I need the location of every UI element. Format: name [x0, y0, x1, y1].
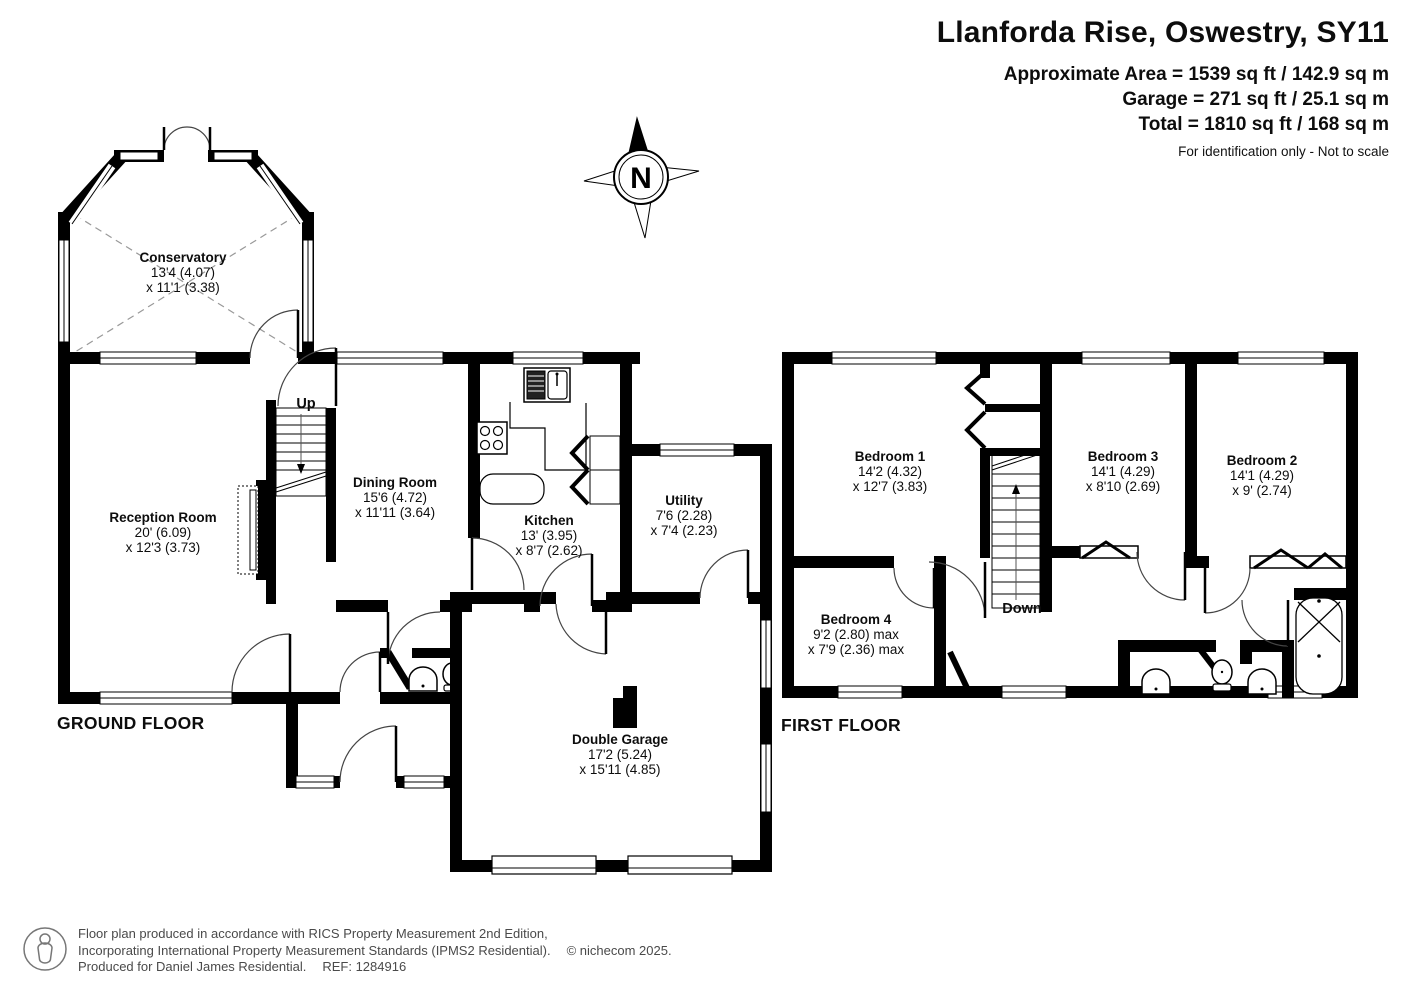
garage-door — [628, 856, 732, 874]
ground-door-arcs — [232, 310, 748, 782]
airing-cupboard-door — [950, 652, 968, 690]
footer-line-3: Produced for Daniel James Residential. REF: 1284916 — [78, 959, 407, 974]
room-label-bedroom3: Bedroom 3 14'1 (4.29) x 8'10 (2.69) — [1085, 449, 1161, 494]
cupboard-doors — [967, 372, 985, 448]
first-door-arcs — [894, 552, 1288, 646]
stairs-up — [266, 400, 336, 604]
footer-line-1: Floor plan produced in accordance with RICS Property Measurement 2nd Edition, — [78, 926, 548, 941]
total-area: Total = 1810 sq ft / 168 sq m — [1138, 114, 1389, 135]
compass-n-letter: N — [630, 162, 652, 195]
room-label-bedroom1: Bedroom 1 14'2 (4.32) x 12'7 (3.83) — [852, 449, 928, 494]
room-label-conservatory: Conservatory 13'4 (4.07) x 11'1 (3.38) — [139, 250, 227, 295]
scale-disclaimer: For identification only - Not to scale — [1178, 144, 1389, 159]
first-floor-label: FIRST FLOOR — [781, 715, 901, 735]
person-icon — [22, 926, 68, 972]
chimney-pier — [613, 686, 637, 728]
room-label-kitchen: Kitchen 13' (3.95) x 8'7 (2.62) — [515, 513, 583, 558]
wardrobes — [1080, 542, 1346, 568]
garage-area: Garage = 271 sq ft / 25.1 sq m — [1122, 89, 1389, 110]
ground-floor-label: GROUND FLOOR — [57, 713, 205, 733]
stairs-down — [992, 450, 1040, 608]
conservatory-walls — [58, 127, 314, 360]
footer-text — [78, 926, 672, 976]
fireplace — [238, 480, 266, 580]
stairs-down-label: Down — [1002, 601, 1042, 617]
room-label-bedroom2: Bedroom 2 14'1 (4.29) x 9' (2.74) — [1226, 453, 1298, 498]
room-label-reception: Reception Room 20' (6.09) x 12'3 (3.73) — [109, 510, 217, 555]
wc-door-leaf — [388, 652, 410, 688]
stairs-direction-arrow — [297, 464, 305, 474]
approximate-area: Approximate Area = 1539 sq ft / 142.9 sq m — [1003, 64, 1389, 85]
room-label-dining: Dining Room 15'6 (4.72) x 11'11 (3.64) — [353, 475, 437, 520]
page-title: Llanforda Rise, Oswestry, SY11 — [936, 16, 1389, 49]
title-block — [937, 16, 1389, 159]
kitchen-fixtures — [477, 368, 620, 504]
bath-icon — [1296, 598, 1342, 694]
stairs-up-label: Up — [296, 396, 316, 412]
copyright: © nichecom 2025. — [566, 942, 672, 958]
cupboard-door — [572, 470, 588, 504]
porch — [286, 704, 462, 788]
garage-door — [492, 856, 596, 874]
conservatory-double-doors — [164, 127, 210, 150]
compass-rose — [584, 118, 699, 238]
footer-line-2: Incorporating International Property Measurement Standards (IPMS2 Residential). © nichecom 2025. — [78, 942, 672, 958]
hob-icon — [477, 422, 507, 454]
kitchen-worktop — [480, 474, 544, 504]
room-label-garage: Double Garage 17'2 (5.24) x 15'11 (4.85) — [571, 732, 669, 777]
room-label-utility: Utility 7'6 (2.28) x 7'4 (2.23) — [650, 493, 718, 538]
reference-number: REF: 1284916 — [322, 959, 407, 974]
kitchen-counter — [510, 402, 586, 470]
footer — [22, 926, 672, 976]
room-label-bedroom4: Bedroom 4 9'2 (2.80) max x 7'9 (2.36) max — [807, 612, 905, 657]
